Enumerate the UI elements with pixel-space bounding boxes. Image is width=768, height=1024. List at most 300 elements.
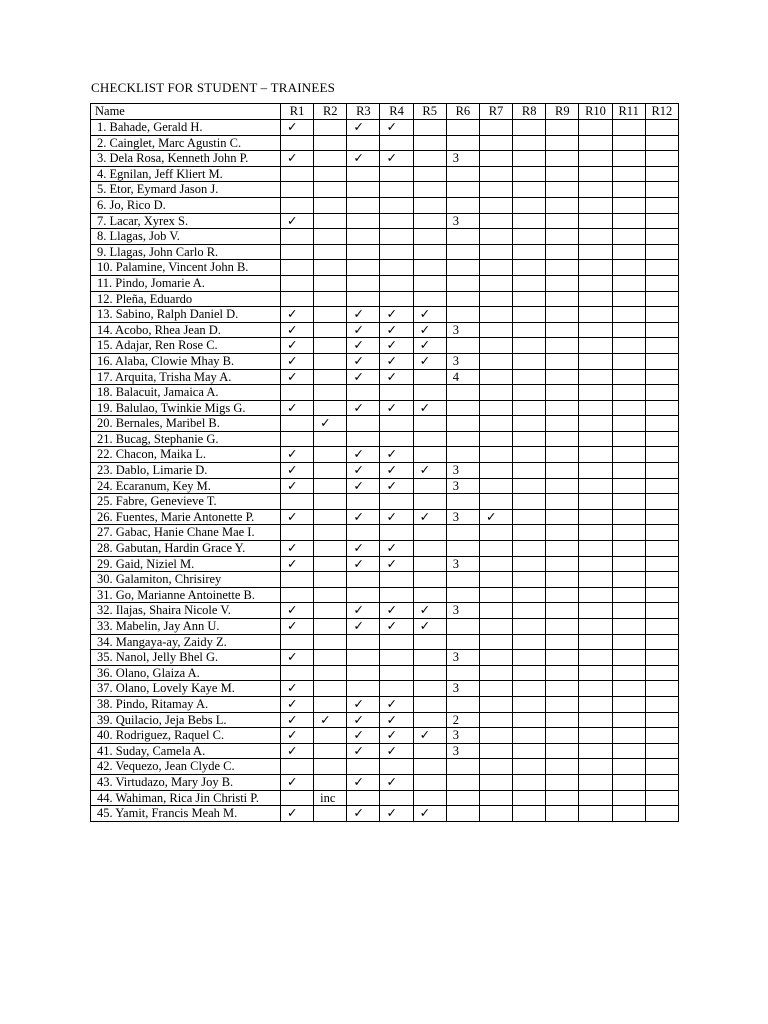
mark-cell: 4 (446, 369, 479, 385)
mark-cell (347, 790, 380, 806)
student-name: 44. Wahiman, Rica Jin Christi P. (91, 790, 281, 806)
student-name: 32. Ilajas, Shaira Nicole V. (91, 603, 281, 619)
check-mark-icon: ✓ (380, 728, 413, 744)
column-header-name: Name (91, 104, 281, 120)
mark-cell (314, 322, 347, 338)
table-row (91, 650, 679, 666)
check-mark-icon: ✓ (413, 400, 446, 416)
student-name: 27. Gabac, Hanie Chane Mae I. (91, 525, 281, 541)
mark-cell (314, 525, 347, 541)
student-name: 1. Bahade, Gerald H. (91, 120, 281, 136)
mark-cell (579, 650, 612, 666)
mark-cell (612, 759, 645, 775)
mark-cell (479, 213, 512, 229)
mark-cell (479, 151, 512, 167)
mark-cell (513, 556, 546, 572)
mark-cell (645, 151, 678, 167)
mark-cell (579, 806, 612, 822)
mark-cell (546, 681, 579, 697)
mark-cell (612, 275, 645, 291)
mark-cell (612, 244, 645, 260)
check-mark-icon: ✓ (413, 509, 446, 525)
mark-cell (546, 307, 579, 323)
mark-cell (413, 135, 446, 151)
student-name: 6. Jo, Rico D. (91, 197, 281, 213)
mark-cell (314, 463, 347, 479)
mark-cell (347, 229, 380, 245)
mark-cell (645, 353, 678, 369)
mark-cell (612, 353, 645, 369)
table-body (91, 120, 679, 822)
mark-cell (645, 431, 678, 447)
check-mark-icon: ✓ (380, 712, 413, 728)
mark-cell (380, 182, 413, 198)
student-name: 12. Pleña, Eduardo (91, 291, 281, 307)
table-row (91, 790, 679, 806)
mark-cell (513, 353, 546, 369)
table-row (91, 806, 679, 822)
mark-cell (546, 634, 579, 650)
check-mark-icon: ✓ (281, 400, 314, 416)
mark-cell (413, 774, 446, 790)
mark-cell (579, 229, 612, 245)
mark-cell (645, 338, 678, 354)
mark-cell (513, 619, 546, 635)
check-mark-icon: ✓ (347, 400, 380, 416)
mark-cell (413, 120, 446, 136)
mark-cell (347, 213, 380, 229)
checklist-table (90, 103, 679, 822)
mark-cell: 3 (446, 151, 479, 167)
mark-cell (446, 774, 479, 790)
mark-cell (479, 774, 512, 790)
mark-cell (513, 665, 546, 681)
mark-cell (579, 509, 612, 525)
mark-cell (314, 696, 347, 712)
mark-cell (546, 431, 579, 447)
mark-cell (413, 665, 446, 681)
mark-cell (413, 790, 446, 806)
mark-cell (413, 229, 446, 245)
mark-cell (446, 229, 479, 245)
check-mark-icon: ✓ (347, 447, 380, 463)
mark-cell (380, 229, 413, 245)
check-mark-icon: ✓ (281, 353, 314, 369)
column-header-r4: R4 (380, 104, 413, 120)
mark-cell (446, 587, 479, 603)
mark-cell (446, 619, 479, 635)
mark-cell (413, 681, 446, 697)
mark-cell (645, 307, 678, 323)
column-header-r12: R12 (645, 104, 678, 120)
mark-cell (314, 385, 347, 401)
mark-cell (546, 322, 579, 338)
mark-cell (612, 712, 645, 728)
mark-cell (479, 135, 512, 151)
check-mark-icon: ✓ (347, 806, 380, 822)
mark-cell (380, 260, 413, 276)
mark-cell (446, 166, 479, 182)
check-mark-icon: ✓ (281, 322, 314, 338)
mark-cell (513, 541, 546, 557)
mark-cell (413, 541, 446, 557)
mark-cell (314, 634, 347, 650)
mark-cell (612, 556, 645, 572)
mark-cell (612, 431, 645, 447)
mark-cell (380, 213, 413, 229)
column-header-r3: R3 (347, 104, 380, 120)
mark-cell (645, 587, 678, 603)
mark-cell (579, 478, 612, 494)
mark-cell: 3 (446, 728, 479, 744)
mark-cell (314, 572, 347, 588)
mark-cell (645, 166, 678, 182)
check-mark-icon: ✓ (347, 728, 380, 744)
mark-cell (579, 743, 612, 759)
mark-cell (413, 416, 446, 432)
mark-cell (612, 463, 645, 479)
mark-cell (413, 385, 446, 401)
mark-cell (513, 634, 546, 650)
student-name: 15. Adajar, Ren Rose C. (91, 338, 281, 354)
check-mark-icon: ✓ (281, 556, 314, 572)
mark-cell (579, 353, 612, 369)
check-mark-icon: ✓ (380, 307, 413, 323)
mark-cell (612, 416, 645, 432)
mark-cell (314, 759, 347, 775)
column-header-r10: R10 (579, 104, 612, 120)
mark-cell (645, 728, 678, 744)
student-name: 19. Balulao, Twinkie Migs G. (91, 400, 281, 416)
mark-cell: 3 (446, 463, 479, 479)
check-mark-icon: ✓ (281, 307, 314, 323)
student-name: 23. Dablo, Limarie D. (91, 463, 281, 479)
check-mark-icon: ✓ (413, 806, 446, 822)
mark-cell (380, 634, 413, 650)
table-row (91, 634, 679, 650)
check-mark-icon: ✓ (281, 681, 314, 697)
student-name: 43. Virtudazo, Mary Joy B. (91, 774, 281, 790)
mark-cell (612, 774, 645, 790)
mark-cell (612, 291, 645, 307)
student-name: 10. Palamine, Vincent John B. (91, 260, 281, 276)
mark-cell (612, 572, 645, 588)
table-row (91, 260, 679, 276)
mark-cell (546, 603, 579, 619)
mark-cell (281, 416, 314, 432)
mark-cell (579, 166, 612, 182)
check-mark-icon: ✓ (347, 509, 380, 525)
mark-cell (546, 806, 579, 822)
mark-cell (281, 759, 314, 775)
mark-cell (645, 322, 678, 338)
mark-cell (645, 541, 678, 557)
check-mark-icon: ✓ (380, 322, 413, 338)
mark-cell (513, 774, 546, 790)
mark-cell (314, 681, 347, 697)
mark-cell (413, 447, 446, 463)
mark-cell (612, 525, 645, 541)
mark-cell (347, 260, 380, 276)
mark-cell (479, 696, 512, 712)
table-row (91, 229, 679, 245)
mark-cell (579, 541, 612, 557)
check-mark-icon: ✓ (281, 712, 314, 728)
mark-cell (612, 634, 645, 650)
mark-cell (612, 229, 645, 245)
mark-cell (446, 431, 479, 447)
mark-cell (645, 712, 678, 728)
mark-cell (446, 572, 479, 588)
mark-cell (645, 494, 678, 510)
mark-cell (347, 681, 380, 697)
check-mark-icon: ✓ (347, 463, 380, 479)
check-mark-icon: ✓ (380, 556, 413, 572)
check-mark-icon: ✓ (281, 774, 314, 790)
mark-cell (281, 431, 314, 447)
table-row (91, 696, 679, 712)
mark-cell (281, 135, 314, 151)
mark-cell (479, 619, 512, 635)
check-mark-icon: ✓ (347, 353, 380, 369)
mark-cell: 3 (446, 478, 479, 494)
mark-cell (479, 120, 512, 136)
mark-cell (612, 478, 645, 494)
check-mark-icon: ✓ (380, 463, 413, 479)
mark-cell (546, 353, 579, 369)
column-header-r7: R7 (479, 104, 512, 120)
student-name: 2. Cainglet, Marc Agustin C. (91, 135, 281, 151)
mark-cell (546, 244, 579, 260)
mark-cell (546, 665, 579, 681)
mark-cell (579, 603, 612, 619)
mark-cell (446, 634, 479, 650)
mark-cell (513, 728, 546, 744)
mark-cell (612, 120, 645, 136)
mark-cell (579, 759, 612, 775)
check-mark-icon: ✓ (281, 509, 314, 525)
column-header-r8: R8 (513, 104, 546, 120)
mark-cell (413, 244, 446, 260)
mark-cell (479, 681, 512, 697)
mark-cell (314, 369, 347, 385)
mark-cell (579, 213, 612, 229)
mark-cell (645, 275, 678, 291)
mark-cell (546, 696, 579, 712)
mark-cell (413, 650, 446, 666)
check-mark-icon: ✓ (347, 322, 380, 338)
mark-cell (612, 400, 645, 416)
check-mark-icon: ✓ (347, 478, 380, 494)
mark-cell (314, 166, 347, 182)
mark-cell (546, 587, 579, 603)
mark-cell (546, 416, 579, 432)
mark-cell (413, 556, 446, 572)
check-mark-icon: ✓ (347, 743, 380, 759)
mark-cell (513, 681, 546, 697)
table-row (91, 743, 679, 759)
mark-cell (380, 681, 413, 697)
mark-cell (446, 416, 479, 432)
mark-cell (479, 759, 512, 775)
student-name: 22. Chacon, Maika L. (91, 447, 281, 463)
mark-cell (479, 244, 512, 260)
mark-cell (446, 759, 479, 775)
mark-cell (645, 135, 678, 151)
student-name: 31. Go, Marianne Antoinette B. (91, 587, 281, 603)
mark-cell (645, 650, 678, 666)
mark-cell (612, 447, 645, 463)
mark-cell (380, 166, 413, 182)
mark-cell: 3 (446, 509, 479, 525)
check-mark-icon: ✓ (380, 696, 413, 712)
check-mark-icon: ✓ (479, 509, 512, 525)
table-row (91, 447, 679, 463)
mark-cell (314, 447, 347, 463)
mark-cell (314, 556, 347, 572)
mark-cell (579, 260, 612, 276)
mark-cell (612, 135, 645, 151)
table-row (91, 665, 679, 681)
mark-cell (413, 213, 446, 229)
check-mark-icon: ✓ (281, 447, 314, 463)
mark-cell (446, 120, 479, 136)
mark-cell (579, 338, 612, 354)
mark-cell (612, 494, 645, 510)
table-row (91, 572, 679, 588)
mark-cell (579, 275, 612, 291)
mark-cell (612, 541, 645, 557)
student-name: 38. Pindo, Ritamay A. (91, 696, 281, 712)
mark-cell (479, 634, 512, 650)
mark-cell (513, 182, 546, 198)
student-name: 24. Ecaranum, Key M. (91, 478, 281, 494)
mark-cell (380, 650, 413, 666)
mark-cell (513, 416, 546, 432)
mark-cell (380, 291, 413, 307)
mark-cell (446, 307, 479, 323)
mark-cell (380, 665, 413, 681)
mark-cell (546, 463, 579, 479)
mark-cell (579, 696, 612, 712)
mark-cell (314, 650, 347, 666)
mark-cell (513, 806, 546, 822)
mark-cell (513, 260, 546, 276)
check-mark-icon: ✓ (281, 541, 314, 557)
check-mark-icon: ✓ (413, 619, 446, 635)
student-name: 35. Nanol, Jelly Bhel G. (91, 650, 281, 666)
mark-cell (281, 197, 314, 213)
mark-cell: inc (314, 790, 347, 806)
mark-cell (513, 135, 546, 151)
mark-cell (546, 260, 579, 276)
check-mark-icon: ✓ (281, 650, 314, 666)
mark-cell (479, 385, 512, 401)
table-row (91, 619, 679, 635)
mark-cell (546, 759, 579, 775)
table-row (91, 463, 679, 479)
mark-cell (546, 728, 579, 744)
student-name: 37. Olano, Lovely Kaye M. (91, 681, 281, 697)
header-row (91, 104, 679, 120)
mark-cell (314, 400, 347, 416)
mark-cell (612, 385, 645, 401)
check-mark-icon: ✓ (314, 712, 347, 728)
mark-cell (347, 385, 380, 401)
mark-cell (479, 478, 512, 494)
mark-cell (612, 681, 645, 697)
mark-cell (546, 197, 579, 213)
mark-cell (314, 509, 347, 525)
mark-cell (612, 338, 645, 354)
mark-cell (380, 135, 413, 151)
mark-cell (513, 151, 546, 167)
mark-cell (314, 806, 347, 822)
mark-cell (479, 353, 512, 369)
check-mark-icon: ✓ (347, 619, 380, 635)
mark-cell (579, 120, 612, 136)
mark-cell (281, 182, 314, 198)
mark-cell: 3 (446, 681, 479, 697)
mark-cell (579, 182, 612, 198)
mark-cell (281, 166, 314, 182)
student-name: 30. Galamiton, Chrisirey (91, 572, 281, 588)
mark-cell (546, 572, 579, 588)
mark-cell (546, 712, 579, 728)
mark-cell (645, 525, 678, 541)
mark-cell: 3 (446, 353, 479, 369)
mark-cell (413, 182, 446, 198)
student-name: 8. Llagas, Job V. (91, 229, 281, 245)
mark-cell (546, 166, 579, 182)
table-row (91, 213, 679, 229)
mark-cell (479, 447, 512, 463)
mark-cell (479, 806, 512, 822)
mark-cell (347, 275, 380, 291)
check-mark-icon: ✓ (347, 120, 380, 136)
mark-cell (314, 603, 347, 619)
mark-cell (645, 385, 678, 401)
mark-cell (314, 151, 347, 167)
check-mark-icon: ✓ (413, 353, 446, 369)
mark-cell (347, 244, 380, 260)
mark-cell (645, 603, 678, 619)
mark-cell (579, 774, 612, 790)
check-mark-icon: ✓ (380, 120, 413, 136)
mark-cell (645, 244, 678, 260)
mark-cell (513, 213, 546, 229)
mark-cell (347, 665, 380, 681)
student-name: 17. Arquita, Trisha May A. (91, 369, 281, 385)
mark-cell (612, 369, 645, 385)
mark-cell (479, 260, 512, 276)
mark-cell (513, 650, 546, 666)
mark-cell (314, 665, 347, 681)
mark-cell (579, 634, 612, 650)
check-mark-icon: ✓ (281, 369, 314, 385)
table-row (91, 712, 679, 728)
mark-cell (645, 743, 678, 759)
mark-cell (347, 494, 380, 510)
student-name: 4. Egnilan, Jeff Kliert M. (91, 166, 281, 182)
mark-cell (612, 603, 645, 619)
mark-cell (380, 431, 413, 447)
mark-cell (314, 619, 347, 635)
mark-cell (479, 369, 512, 385)
mark-cell (479, 650, 512, 666)
mark-cell (645, 463, 678, 479)
mark-cell (513, 120, 546, 136)
